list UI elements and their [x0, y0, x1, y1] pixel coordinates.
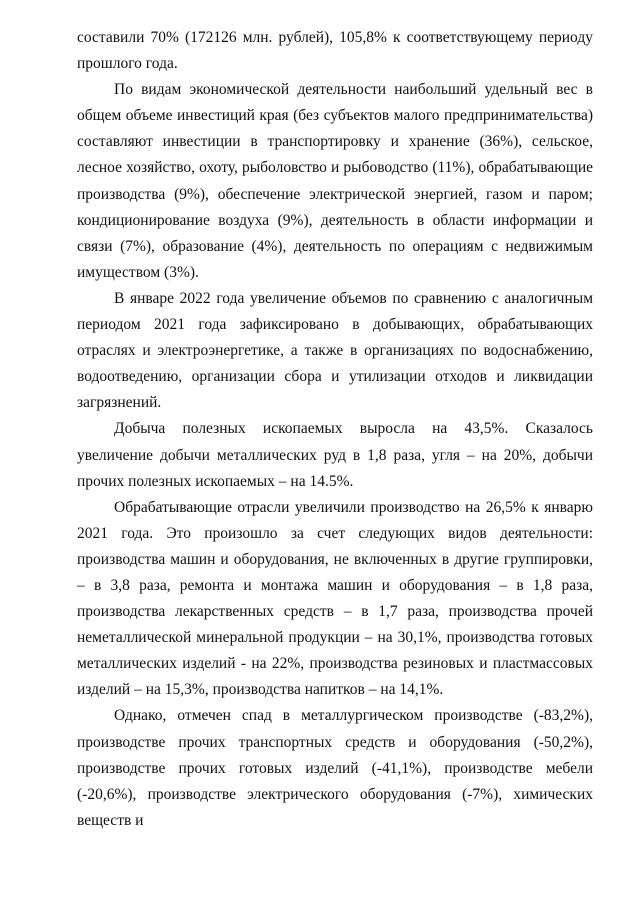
paragraph-january-growth: В январе 2022 года увеличение объемов по сравнению с аналогичным периодом 2021 года зафиксировано в добывающих, обрабатывающих отраслях и электроэнергетике, а также в организациях по водоснабжению, водоотведению, организации сбора и утилизации отходов и ликвидации загрязнений.: [77, 289, 593, 412]
paragraph-investment-structure: По видам экономической деятельности наибольший удельный вес в общем объеме инвестиций края (без субъектов малого предпринимательства) составляют инвестиции в транспортировку и хранение (36%), сельское, лесное хозяйство, охоту, рыболовство и рыбоводство (11%), обрабатывающие производства (9%), обеспечение электрической энергией, газом и паром; кондиционирование воздуха (9%), деятельность в области информации и связи (7%), образование (4%), деятельность по операциям с недвижимым имуществом (3%).: [77, 81, 593, 281]
paragraph-continuation: составили 70% (172126 млн. рублей), 105,8% к соответствующему периоду прошлого года.: [77, 29, 593, 73]
paragraph-decline: Однако, отмечен спад в металлургическом производстве (-83,2%), производстве прочих транспортных средств и оборудования (-50,2%), производстве прочих готовых изделий (-41,1%), производстве мебели (-20,6%), производстве электрического оборудования (-7%), химических веществ и: [77, 707, 593, 829]
document-body: [77, 25, 593, 834]
paragraph-manufacturing: Обрабатывающие отрасли увеличили производство на 26,5% к январю 2021 года. Это произошло за счет следующих видов деятельности: производства машин и оборудования, не включенных в другие группировки, – в 3,8 раза, ремонта и монтажа машин и оборудования – в 1,8 раза, производства лекарственных средств – в 1,7 раза, производства прочей неметаллической минеральной продукции – на 30,1%, производства готовых металлических изделий - на 22%, производства резиновых и пластмассовых изделий – на 15,3%, производства напитков – на 14,1%.: [77, 498, 593, 699]
paragraph-mining: Добыча полезных ископаемых выросла на 43,5%. Сказалось увеличение добычи металлических руд в 1,8 раза, угля – на 20%, добычи прочих полезных ископаемых – на 14.5%.: [77, 420, 593, 490]
